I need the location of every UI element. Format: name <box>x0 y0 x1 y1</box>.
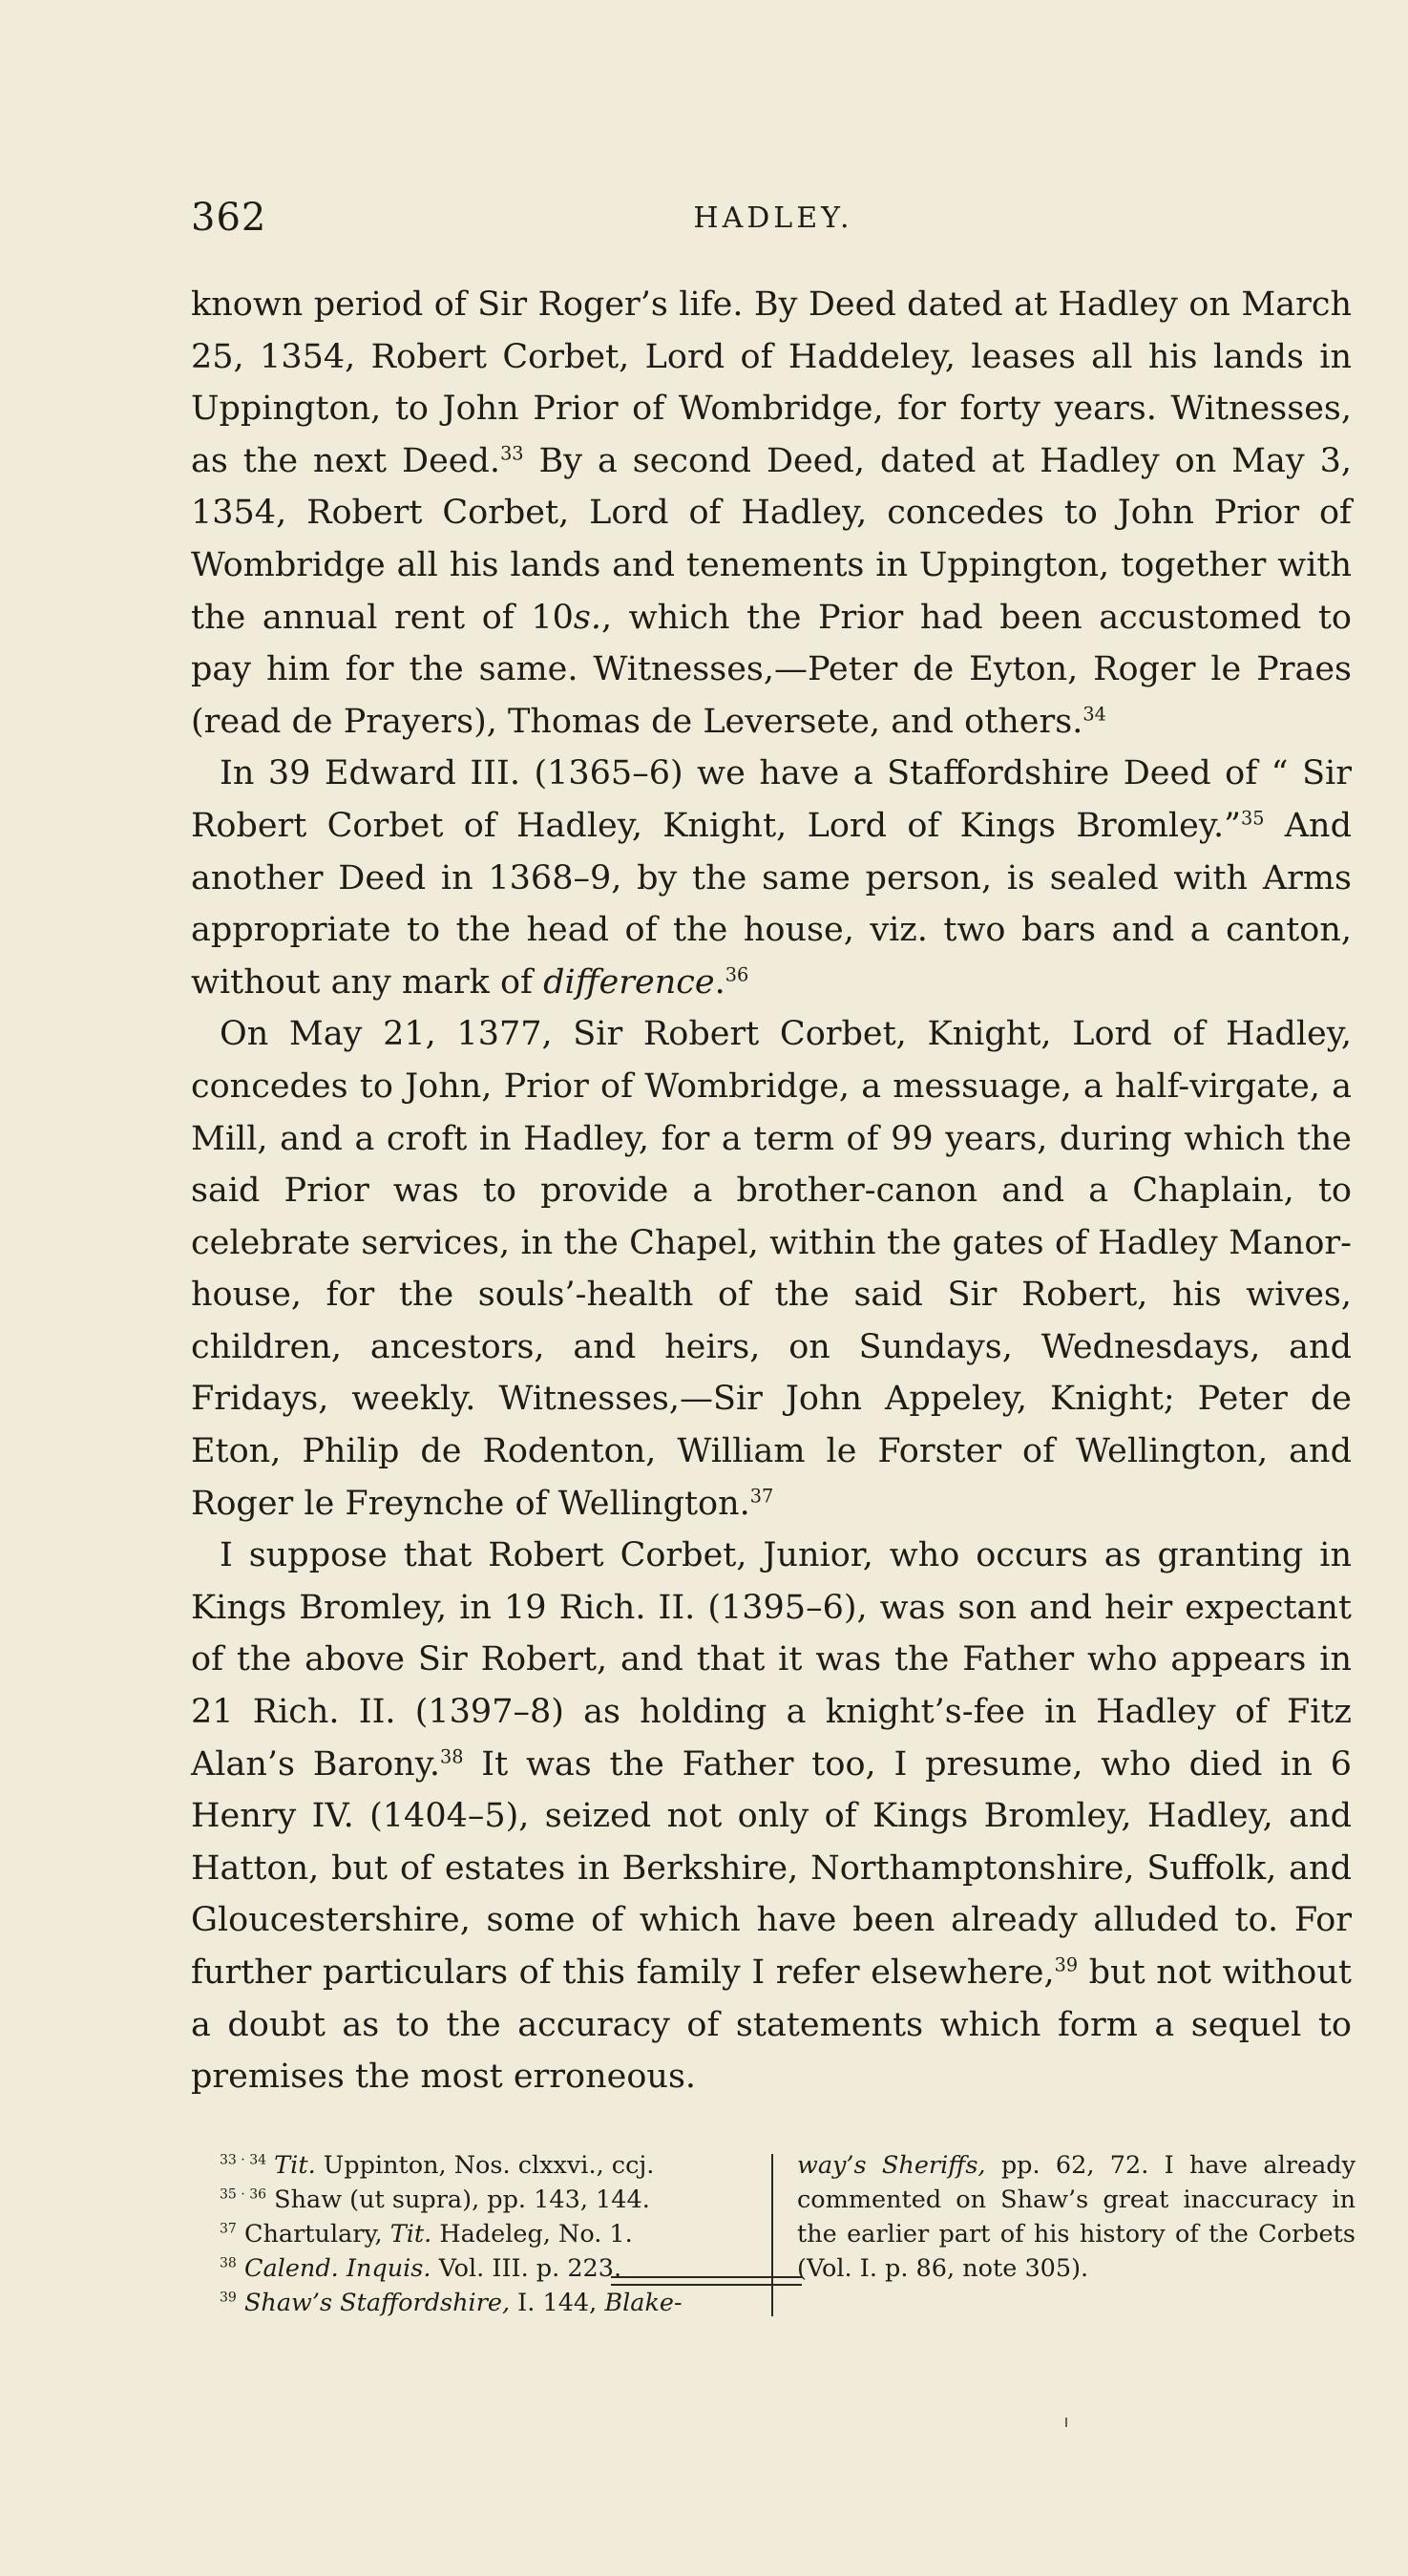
footnote-italic: way’s Sheriffs, <box>797 2151 986 2180</box>
footnote-ref-37: 37 <box>749 1485 774 1507</box>
text-run: And another Deed in 1368–9, by the same person, is sealed with Arms appropriate to the head of the house, viz. two bars and a canton, without any mark of <box>191 806 1352 1002</box>
footnote-text: Chartulary, <box>236 2220 390 2249</box>
text-run: but not without a doubt as to the accuracy of statements which form a sequel to premises the most erroneous. <box>191 1953 1352 2097</box>
footnotes-left-column <box>220 2148 754 2320</box>
footnote-ref-39: 39 <box>1054 1953 1079 1976</box>
footnote-italic: Tit. <box>274 2151 316 2180</box>
page-header <box>191 196 1355 253</box>
page-number: 362 <box>191 196 267 240</box>
body-text <box>191 279 1352 2103</box>
footnote-text: pp. 62, 72. I have already commented on Shaw’s great inaccuracy in the earlier part of his history of the Corbets (Vol. I. p. 86, note 305). <box>797 2151 1355 2283</box>
footnote-number: 35 · 36 <box>220 2186 267 2203</box>
paragraph-1 <box>191 279 1352 748</box>
paragraph-3 <box>191 1008 1352 1530</box>
footnote-italic: Calend. Inquis. <box>243 2254 431 2283</box>
footnote-column-divider <box>771 2154 773 2316</box>
footnote-text: Hadeleg, No. 1. <box>431 2220 633 2249</box>
footnote-number: 39 <box>220 2290 237 2306</box>
text-run: In 39 Edward III. (1365–6) we have a Staffordshire Deed of “ Sir Robert Corbet of Hadley, Knight, Lord of Kings Bromley.” <box>191 754 1352 845</box>
text-run: By a second Deed, dated at Hadley on May 3, 1354, Robert Corbet, Lord of Hadley, concedes to John Prior of Wombridge all his lands and tenements in Uppington, together with the annual rent of 10 <box>191 441 1352 637</box>
footnote-ref-34: 34 <box>1082 703 1106 726</box>
footnote-italic: Tit. <box>389 2220 432 2249</box>
footnote-39 <box>220 2286 754 2320</box>
footnote-text: Uppinton, Nos. clxxvi., ccj. <box>315 2151 655 2180</box>
closing-double-rule <box>611 2276 802 2286</box>
footnotes-right-column <box>797 2148 1355 2286</box>
footnote-italic: Shaw’s Staffordshire, <box>243 2289 511 2317</box>
footnote-number: 38 <box>220 2255 237 2271</box>
text-run: , which the Prior had been accustomed to pay him for the same. Witnesses,—Peter de Eyton, Roger le Praes (read de Prayers), Thomas de Leversete, and others. <box>191 598 1352 741</box>
text-run: . <box>714 962 725 1002</box>
footnote-text: Vol. III. p. 223. <box>431 2254 622 2283</box>
footnote-37 <box>220 2217 754 2251</box>
footnote-33-34 <box>220 2148 754 2183</box>
text-run: On May 21, 1377, Sir Robert Corbet, Knight, Lord of Hadley, concedes to John, Prior of Wombridge, a messuage, a half-virgate, a Mill, and a croft in Hadley, for a term of 99 years, during which the said Prior was to provide a brother-canon and a Chaplain, to celebrate services, in the Chapel, within the gates of Hadley Manor-house, for the souls’-health of the said Sir Robert, his wives, children, ancestors, and heirs, on Sundays, Wednesdays, and Fridays, weekly. Witnesses,—Sir John Appeley, Knight; Peter de Eton, Philip de Rodenton, William le Forster of Wellington, and Roger le Freynche of Wellington. <box>191 1015 1352 1523</box>
footnote-italic: Blake- <box>604 2289 683 2317</box>
footnote-ref-33: 33 <box>500 442 524 465</box>
footnote-text: I. 144, <box>510 2289 605 2317</box>
text-run: I suppose that Robert Corbet, Junior, who occurs as granting in Kings Bromley, in 19 Rich. II. (1395–6), was son and heir expectant of the above Sir Robert, and that it was the Father who appears in 21 Rich. II. (1397–8) as holding a knight’s-fee in Hadley of Fitz Alan’s Barony. <box>191 1536 1352 1784</box>
italic-difference: difference <box>543 962 715 1002</box>
footnotes <box>191 2148 1355 2320</box>
shillings-abbrev: s. <box>573 598 601 637</box>
text-run: It was the Father too, I presume, who died in 6 Henry IV. (1404–5), seized not only of Kings Bromley, Hadley, and Hatton, but of estates in Berkshire, Northamptonshire, Suffolk, and Gloucestershire, some of which have been already alluded to. For further particulars of this family I refer elsewhere, <box>191 1744 1352 1992</box>
paragraph-2 <box>191 748 1352 1008</box>
footnote-number: 37 <box>220 2221 237 2237</box>
footnote-35-36 <box>220 2183 754 2217</box>
text-run: known period of Sir Roger’s life. By Deed dated at Hadley on March 25, 1354, Robert Corbet, Lord of Haddeley, leases all his lands in Uppington, to John Prior of Wombridge, for forty years. Witnesses, as the next Deed. <box>191 285 1352 480</box>
footnote-ref-38: 38 <box>439 1744 464 1767</box>
paragraph-4 <box>191 1530 1352 2103</box>
footnote-text: Shaw (ut supra), pp. 143, 144. <box>266 2185 650 2214</box>
running-head: HADLEY. <box>693 201 853 235</box>
footnote-ref-35: 35 <box>1240 807 1265 830</box>
paper-speck <box>1065 2418 1067 2427</box>
footnote-number: 33 · 34 <box>220 2152 267 2168</box>
footnote-ref-36: 36 <box>725 963 749 986</box>
